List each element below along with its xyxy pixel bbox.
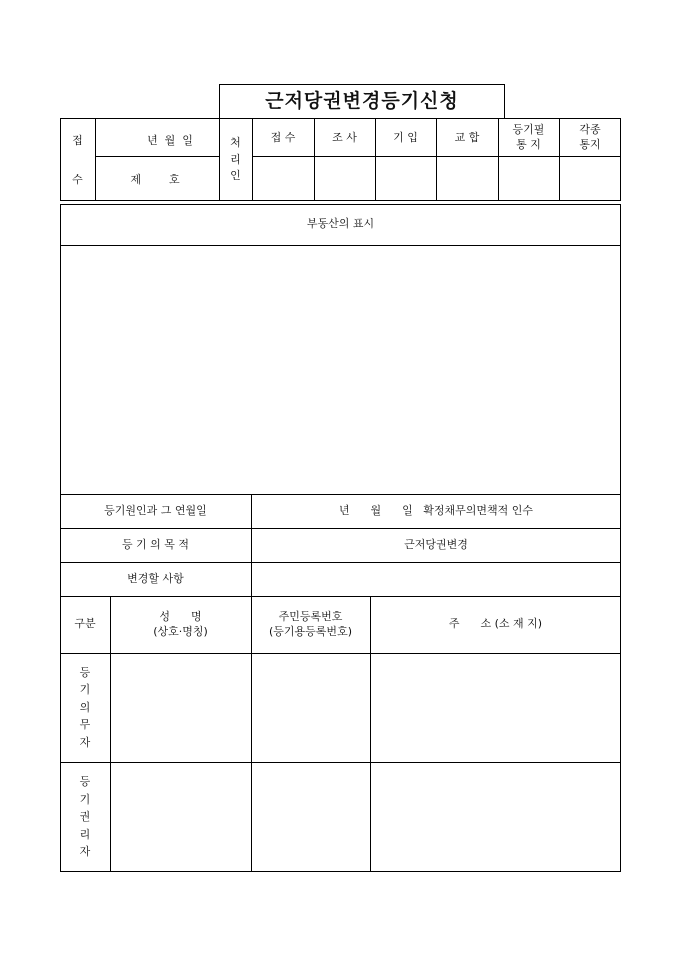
reception-jeop-label: 접 [72, 133, 83, 147]
party-header-name: 성 명 (상호·명칭) [153, 609, 208, 638]
obligor-id-cell[interactable] [251, 653, 370, 762]
col-jeopsu: 접 수 [270, 130, 296, 144]
obligee-name-cell[interactable] [110, 762, 251, 872]
processor-label: 처 리 인 [230, 136, 241, 183]
change-label: 변경할 사항 [127, 571, 184, 585]
reception-date-field[interactable]: 년 월 일 [147, 133, 193, 147]
col-various-notice: 각종 통지 [579, 123, 601, 151]
obligor-role-label: 등 기 의 무 자 [79, 665, 91, 749]
col-gyohap: 교 합 [454, 130, 480, 144]
purpose-label: 등 기 의 목 적 [121, 537, 190, 551]
cause-value[interactable]: 년 월 일 확정채무의면책적 인수 [338, 503, 534, 517]
property-header: 부동산의 표시 [306, 217, 375, 231]
col-giip: 기 입 [393, 130, 418, 144]
obligor-address-cell[interactable] [370, 653, 621, 762]
col-josa: 조 사 [332, 130, 357, 144]
reception-su-label: 수 [72, 172, 83, 186]
cause-label: 등기원인과 그 연월일 [104, 503, 207, 517]
obligee-address-cell[interactable] [370, 762, 621, 872]
party-header-id: 주민등록번호 (등기용등록번호) [269, 609, 352, 638]
party-header-address: 주 소 (소 재 지) [448, 617, 543, 631]
purpose-value[interactable]: 근저당권변경 [404, 537, 468, 551]
party-header-category: 구분 [74, 617, 96, 631]
change-value[interactable] [251, 562, 621, 596]
form-title: 근저당권변경등기신청 [265, 89, 459, 112]
reception-number-field[interactable]: 제 호 [130, 172, 180, 186]
obligee-role-label: 등 기 권 리 자 [79, 775, 91, 859]
obligor-name-cell[interactable] [110, 653, 251, 762]
obligee-id-cell[interactable] [251, 762, 370, 872]
col-registration-notice: 등기필 통 지 [512, 123, 545, 151]
property-body[interactable] [60, 246, 621, 494]
